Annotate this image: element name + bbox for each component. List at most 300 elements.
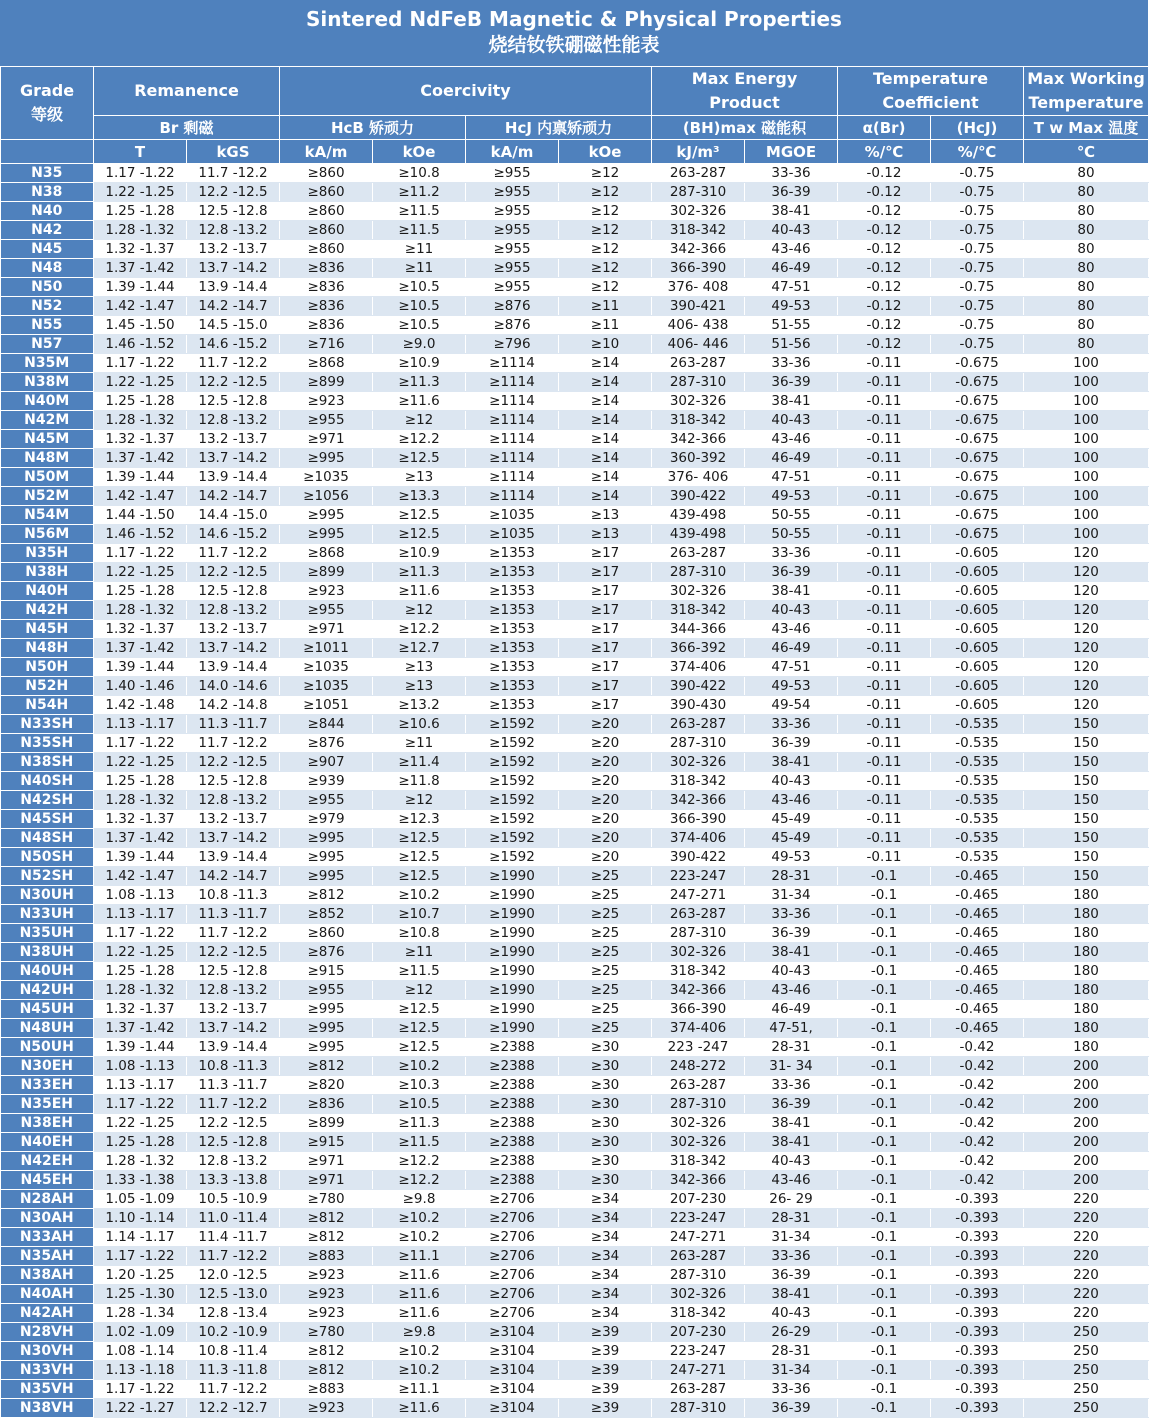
table-row (1, 867, 1149, 886)
hcj-kam-cell: ≥955 (466, 259, 559, 278)
hcj-kam-cell: ≥1114 (466, 392, 559, 411)
table-row (1, 525, 1149, 544)
table-row (1, 240, 1149, 259)
hcj-koe-cell: ≥13 (559, 525, 652, 544)
tw-max-cell: 180 (1024, 886, 1149, 905)
alpha-br-cell: -0.12 (838, 259, 931, 278)
table-row (1, 1171, 1149, 1190)
br-kgs-cell: 12.5 -12.8 (187, 202, 280, 221)
bhmax-kjm3-cell: 287-310 (652, 924, 745, 943)
grade-cell: N35VH (1, 1380, 94, 1399)
br-kgs-cell: 12.2 -12.5 (187, 753, 280, 772)
bhmax-mgoe-cell: 46-49 (745, 639, 838, 658)
grade-header-zh: 等级 (30, 105, 63, 124)
hcj-koe-cell: ≥34 (559, 1228, 652, 1247)
beta-hcj-cell: -0.535 (931, 715, 1024, 734)
tw-max-cell: 180 (1024, 924, 1149, 943)
br-kgs-cell: 12.2 -12.5 (187, 943, 280, 962)
alpha-br-cell: -0.11 (838, 411, 931, 430)
bhmax-kjm3-cell: 390-422 (652, 487, 745, 506)
hcb-kam-cell: ≥812 (280, 1342, 373, 1361)
hcb-kam-cell: ≥836 (280, 259, 373, 278)
hcb-koe-cell: ≥10.9 (373, 354, 466, 373)
tw-max-cell: 150 (1024, 715, 1149, 734)
hcb-koe-cell: ≥12.5 (373, 449, 466, 468)
tw-max-cell: 120 (1024, 639, 1149, 658)
alpha-br-cell: -0.12 (838, 183, 931, 202)
grade-cell: N45 (1, 240, 94, 259)
bhmax-kjm3-cell: 302-326 (652, 1114, 745, 1133)
unit-header: kOe (373, 140, 466, 164)
hcb-kam-cell: ≥971 (280, 1152, 373, 1171)
hcb-kam-cell: ≥1035 (280, 468, 373, 487)
tw-max-cell: 80 (1024, 240, 1149, 259)
br-kgs-cell: 13.7 -14.2 (187, 449, 280, 468)
bhmax-mgoe-cell: 43-46 (745, 430, 838, 449)
br-kgs-cell: 13.9 -14.4 (187, 848, 280, 867)
br-kgs-cell: 14.4 -15.0 (187, 506, 280, 525)
beta-hcj-cell: -0.393 (931, 1228, 1024, 1247)
table-row (1, 1152, 1149, 1171)
beta-hcj-cell: -0.465 (931, 943, 1024, 962)
br-kgs-cell: 12.8 -13.2 (187, 601, 280, 620)
tw-max-cell: 250 (1024, 1361, 1149, 1380)
bhmax-mgoe-cell: 28-31 (745, 1342, 838, 1361)
bhmax-mgoe-cell: 47-51 (745, 658, 838, 677)
br-tesla-cell: 1.42 -1.47 (94, 487, 187, 506)
hcb-kam-cell: ≥939 (280, 772, 373, 791)
hcb-kam-cell: ≥995 (280, 449, 373, 468)
hcj-koe-cell: ≥17 (559, 620, 652, 639)
grade-cell: N40 (1, 202, 94, 221)
tw-max-cell: 180 (1024, 962, 1149, 981)
hcb-koe-cell: ≥12.5 (373, 1038, 466, 1057)
bhmax-mgoe-cell: 38-41 (745, 753, 838, 772)
unit-header: kGS (187, 140, 280, 164)
alpha-br-cell: -0.1 (838, 867, 931, 886)
grade-cell: N48UH (1, 1019, 94, 1038)
hcb-koe-cell: ≥13 (373, 658, 466, 677)
br-kgs-cell: 12.5 -12.8 (187, 962, 280, 981)
table-row (1, 658, 1149, 677)
max-energy-header (652, 67, 838, 116)
bhmax-mgoe-cell: 51-56 (745, 335, 838, 354)
hcb-kam-cell: ≥995 (280, 506, 373, 525)
br-tesla-cell: 1.32 -1.37 (94, 1000, 187, 1019)
br-tesla-cell: 1.17 -1.22 (94, 354, 187, 373)
grade-cell: N40M (1, 392, 94, 411)
grade-cell: N56M (1, 525, 94, 544)
hcj-koe-cell: ≥39 (559, 1342, 652, 1361)
br-tesla-cell: 1.37 -1.42 (94, 1019, 187, 1038)
br-kgs-cell: 12.5 -12.8 (187, 392, 280, 411)
hcj-koe-cell: ≥20 (559, 734, 652, 753)
hcj-kam-cell: ≥3104 (466, 1342, 559, 1361)
bhmax-kjm3-cell: 366-392 (652, 639, 745, 658)
hcj-koe-cell: ≥17 (559, 544, 652, 563)
br-kgs-cell: 12.2 -12.5 (187, 183, 280, 202)
beta-hcj-cell: -0.393 (931, 1209, 1024, 1228)
br-tesla-cell: 1.25 -1.28 (94, 772, 187, 791)
hcj-kam-cell: ≥1114 (466, 468, 559, 487)
hcb-koe-cell: ≥12.3 (373, 810, 466, 829)
hcb-kam-cell: ≥1056 (280, 487, 373, 506)
alpha-br-cell: -0.1 (838, 924, 931, 943)
beta-hcj-cell: -0.75 (931, 278, 1024, 297)
alpha-br-cell: -0.11 (838, 354, 931, 373)
bhmax-mgoe-cell: 49-53 (745, 297, 838, 316)
br-kgs-cell: 11.7 -12.2 (187, 924, 280, 943)
hcb-koe-cell: ≥11 (373, 734, 466, 753)
tw-max-cell: 250 (1024, 1342, 1149, 1361)
page-title-block (0, 0, 1150, 66)
hcj-koe-cell: ≥34 (559, 1266, 652, 1285)
hcj-koe-cell: ≥17 (559, 639, 652, 658)
hcb-koe-cell: ≥11 (373, 240, 466, 259)
hcj-kam-cell: ≥955 (466, 221, 559, 240)
bhmax-kjm3-cell: 342-366 (652, 430, 745, 449)
bhmax-mgoe-cell: 33-36 (745, 164, 838, 183)
beta-hcj-cell: -0.675 (931, 468, 1024, 487)
br-tesla-cell: 1.17 -1.22 (94, 1247, 187, 1266)
bhmax-kjm3-cell: 287-310 (652, 1095, 745, 1114)
alpha-br-cell: -0.11 (838, 506, 931, 525)
alpha-br-cell: -0.12 (838, 221, 931, 240)
hcb-kam-cell: ≥955 (280, 791, 373, 810)
hcb-koe-cell: ≥10.2 (373, 1209, 466, 1228)
bhmax-kjm3-cell: 263-287 (652, 1380, 745, 1399)
br-kgs-cell: 14.2 -14.7 (187, 487, 280, 506)
grade-cell: N57 (1, 335, 94, 354)
alpha-br-header: α(Br) (838, 116, 931, 140)
grade-cell: N50M (1, 468, 94, 487)
tw-max-cell: 120 (1024, 544, 1149, 563)
hcj-koe-cell: ≥14 (559, 392, 652, 411)
tw-max-cell: 180 (1024, 905, 1149, 924)
max-working-temp-header-line2: Temperature (1028, 93, 1144, 112)
hcb-koe-cell: ≥11.6 (373, 1266, 466, 1285)
alpha-br-cell: -0.1 (838, 1057, 931, 1076)
hcj-kam-cell: ≥1114 (466, 449, 559, 468)
alpha-br-cell: -0.11 (838, 449, 931, 468)
tw-max-cell: 120 (1024, 677, 1149, 696)
tw-max-cell: 80 (1024, 316, 1149, 335)
grade-cell: N45EH (1, 1171, 94, 1190)
grade-cell: N38M (1, 373, 94, 392)
grade-cell: N50H (1, 658, 94, 677)
table-row (1, 1057, 1149, 1076)
alpha-br-cell: -0.11 (838, 734, 931, 753)
beta-hcj-cell: -0.535 (931, 810, 1024, 829)
br-kgs-cell: 12.2 -12.5 (187, 373, 280, 392)
beta-hcj-cell: -0.75 (931, 164, 1024, 183)
hcj-kam-cell: ≥1353 (466, 658, 559, 677)
grade-cell: N50SH (1, 848, 94, 867)
br-kgs-cell: 12.2 -12.7 (187, 1399, 280, 1418)
br-tesla-cell: 1.17 -1.22 (94, 164, 187, 183)
hcb-kam-cell: ≥860 (280, 183, 373, 202)
grade-cell: N42H (1, 601, 94, 620)
hcb-koe-cell: ≥11.6 (373, 1304, 466, 1323)
temp-coefficient-header-line1: Temperature (872, 69, 989, 88)
hcb-koe-cell: ≥10.8 (373, 924, 466, 943)
br-tesla-cell: 1.32 -1.37 (94, 810, 187, 829)
hcj-kam-cell: ≥1353 (466, 696, 559, 715)
table-row (1, 1399, 1149, 1418)
hcj-kam-cell: ≥1592 (466, 772, 559, 791)
hcj-kam-cell: ≥2706 (466, 1190, 559, 1209)
hcj-kam-cell: ≥1353 (466, 639, 559, 658)
br-kgs-cell: 11.3 -11.7 (187, 715, 280, 734)
alpha-br-cell: -0.1 (838, 1095, 931, 1114)
beta-hcj-cell: -0.605 (931, 582, 1024, 601)
bhmax-mgoe-cell: 36-39 (745, 1095, 838, 1114)
grade-cell: N48SH (1, 829, 94, 848)
br-tesla-cell: 1.32 -1.37 (94, 430, 187, 449)
grade-cell: N42EH (1, 1152, 94, 1171)
grade-cell: N33SH (1, 715, 94, 734)
table-row (1, 715, 1149, 734)
hcj-kam-cell: ≥1990 (466, 924, 559, 943)
hcb-kam-cell: ≥899 (280, 373, 373, 392)
bhmax-kjm3-cell: 439-498 (652, 506, 745, 525)
hcb-kam-cell: ≥915 (280, 962, 373, 981)
tw-max-cell: 120 (1024, 658, 1149, 677)
br-tesla-cell: 1.28 -1.32 (94, 601, 187, 620)
alpha-br-cell: -0.11 (838, 848, 931, 867)
br-kgs-cell: 13.9 -14.4 (187, 278, 280, 297)
bhmax-kjm3-cell: 318-342 (652, 1152, 745, 1171)
br-tesla-cell: 1.17 -1.22 (94, 1095, 187, 1114)
hcb-koe-cell: ≥12.7 (373, 639, 466, 658)
beta-hcj-cell: -0.465 (931, 867, 1024, 886)
grade-cell: N35 (1, 164, 94, 183)
bhmax-mgoe-cell: 38-41 (745, 202, 838, 221)
hcj-koe-cell: ≥17 (559, 696, 652, 715)
hcj-header: HcJ 内禀矫顽力 (466, 116, 652, 140)
bhmax-mgoe-cell: 50-55 (745, 525, 838, 544)
grade-cell: N35SH (1, 734, 94, 753)
beta-hcj-cell: -0.42 (931, 1171, 1024, 1190)
bhmax-kjm3-cell: 247-271 (652, 1361, 745, 1380)
hcj-koe-cell: ≥17 (559, 601, 652, 620)
br-tesla-cell: 1.40 -1.46 (94, 677, 187, 696)
hcj-koe-cell: ≥39 (559, 1323, 652, 1342)
hcj-koe-cell: ≥25 (559, 943, 652, 962)
hcj-kam-cell: ≥1353 (466, 620, 559, 639)
bhmax-mgoe-cell: 49-54 (745, 696, 838, 715)
bhmax-mgoe-cell: 43-46 (745, 620, 838, 639)
bhmax-kjm3-cell: 376- 408 (652, 278, 745, 297)
br-tesla-cell: 1.25 -1.28 (94, 1133, 187, 1152)
grade-cell: N35UH (1, 924, 94, 943)
alpha-br-cell: -0.11 (838, 829, 931, 848)
br-tesla-cell: 1.17 -1.22 (94, 734, 187, 753)
hcb-koe-cell: ≥12.5 (373, 1000, 466, 1019)
br-kgs-cell: 14.0 -14.6 (187, 677, 280, 696)
beta-hcj-cell: -0.535 (931, 753, 1024, 772)
hcj-koe-cell: ≥30 (559, 1095, 652, 1114)
hcb-kam-cell: ≥812 (280, 1361, 373, 1380)
tw-max-cell: 180 (1024, 943, 1149, 962)
table-row (1, 1304, 1149, 1323)
alpha-br-cell: -0.1 (838, 1247, 931, 1266)
tw-max-cell: 220 (1024, 1190, 1149, 1209)
alpha-br-cell: -0.11 (838, 620, 931, 639)
hcb-koe-cell: ≥10.2 (373, 1228, 466, 1247)
hcb-kam-cell: ≥899 (280, 563, 373, 582)
grade-cell: N40EH (1, 1133, 94, 1152)
br-kgs-cell: 14.2 -14.7 (187, 867, 280, 886)
bhmax-mgoe-cell: 26- 29 (745, 1190, 838, 1209)
hcj-koe-cell: ≥25 (559, 981, 652, 1000)
hcb-koe-cell: ≥13 (373, 677, 466, 696)
bhmax-mgoe-cell: 31- 34 (745, 1057, 838, 1076)
table-row (1, 1323, 1149, 1342)
hcj-koe-cell: ≥14 (559, 468, 652, 487)
alpha-br-cell: -0.12 (838, 316, 931, 335)
table-row (1, 962, 1149, 981)
bhmax-mgoe-cell: 36-39 (745, 924, 838, 943)
hcb-koe-cell: ≥11.3 (373, 563, 466, 582)
beta-hcj-cell: -0.75 (931, 316, 1024, 335)
hcb-kam-cell: ≥995 (280, 1000, 373, 1019)
br-tesla-cell: 1.25 -1.28 (94, 962, 187, 981)
hcj-koe-cell: ≥25 (559, 905, 652, 924)
br-tesla-cell: 1.28 -1.32 (94, 791, 187, 810)
beta-hcj-cell: -0.675 (931, 354, 1024, 373)
bhmax-header: (BH)max 磁能积 (652, 116, 838, 140)
bhmax-mgoe-cell: 31-34 (745, 886, 838, 905)
grade-cell: N38EH (1, 1114, 94, 1133)
alpha-br-cell: -0.1 (838, 981, 931, 1000)
beta-hcj-cell: -0.393 (931, 1304, 1024, 1323)
bhmax-mgoe-cell: 43-46 (745, 240, 838, 259)
hcb-koe-cell: ≥11.1 (373, 1380, 466, 1399)
br-tesla-cell: 1.22 -1.25 (94, 373, 187, 392)
beta-hcj-cell: -0.42 (931, 1038, 1024, 1057)
hcj-koe-cell: ≥12 (559, 278, 652, 297)
grade-cell: N38VH (1, 1399, 94, 1418)
table-body (1, 164, 1149, 1418)
bhmax-mgoe-cell: 46-49 (745, 1000, 838, 1019)
unit-header: T (94, 140, 187, 164)
alpha-br-cell: -0.11 (838, 582, 931, 601)
alpha-br-cell: -0.1 (838, 905, 931, 924)
bhmax-kjm3-cell: 376- 406 (652, 468, 745, 487)
hcb-kam-cell: ≥1035 (280, 677, 373, 696)
tw-max-cell: 120 (1024, 582, 1149, 601)
grade-cell: N45H (1, 620, 94, 639)
bhmax-kjm3-cell: 223-247 (652, 867, 745, 886)
hcj-koe-cell: ≥14 (559, 354, 652, 373)
hcj-koe-cell: ≥25 (559, 1000, 652, 1019)
hcb-koe-cell: ≥11.2 (373, 183, 466, 202)
tw-max-cell: 100 (1024, 468, 1149, 487)
br-kgs-cell: 12.8 -13.2 (187, 791, 280, 810)
hcj-koe-cell: ≥39 (559, 1399, 652, 1418)
hcb-kam-cell: ≥1011 (280, 639, 373, 658)
beta-hcj-cell: -0.42 (931, 1133, 1024, 1152)
hcj-kam-cell: ≥2388 (466, 1152, 559, 1171)
br-tesla-cell: 1.28 -1.32 (94, 1152, 187, 1171)
beta-hcj-cell: -0.393 (931, 1399, 1024, 1418)
grade-cell: N42AH (1, 1304, 94, 1323)
hcb-koe-cell: ≥10.2 (373, 1057, 466, 1076)
bhmax-kjm3-cell: 287-310 (652, 734, 745, 753)
bhmax-kjm3-cell: 390-421 (652, 297, 745, 316)
table-row (1, 734, 1149, 753)
alpha-br-cell: -0.1 (838, 1399, 931, 1418)
hcj-kam-cell: ≥1592 (466, 848, 559, 867)
hcj-kam-cell: ≥1990 (466, 867, 559, 886)
table-row (1, 1266, 1149, 1285)
hcj-kam-cell: ≥876 (466, 297, 559, 316)
grade-cell: N42 (1, 221, 94, 240)
alpha-br-cell: -0.1 (838, 1019, 931, 1038)
hcj-koe-cell: ≥12 (559, 202, 652, 221)
beta-hcj-cell: -0.75 (931, 240, 1024, 259)
table-row (1, 848, 1149, 867)
hcb-kam-cell: ≥907 (280, 753, 373, 772)
beta-hcj-cell: -0.75 (931, 259, 1024, 278)
br-kgs-cell: 13.2 -13.7 (187, 240, 280, 259)
tw-max-cell: 200 (1024, 1152, 1149, 1171)
hcj-koe-cell: ≥20 (559, 791, 652, 810)
tw-max-cell: 80 (1024, 221, 1149, 240)
bhmax-mgoe-cell: 38-41 (745, 392, 838, 411)
bhmax-mgoe-cell: 38-41 (745, 1133, 838, 1152)
bhmax-kjm3-cell: 374-406 (652, 1019, 745, 1038)
grade-cell: N45M (1, 430, 94, 449)
grade-cell: N52H (1, 677, 94, 696)
bhmax-kjm3-cell: 342-366 (652, 240, 745, 259)
hcb-koe-cell: ≥10.9 (373, 544, 466, 563)
hcb-koe-cell: ≥11.6 (373, 1285, 466, 1304)
bhmax-mgoe-cell: 31-34 (745, 1228, 838, 1247)
hcb-koe-cell: ≥11.3 (373, 373, 466, 392)
br-kgs-cell: 12.5 -12.8 (187, 1133, 280, 1152)
hcj-kam-cell: ≥1353 (466, 601, 559, 620)
grade-cell: N33EH (1, 1076, 94, 1095)
tw-max-cell: 150 (1024, 848, 1149, 867)
bhmax-mgoe-cell: 51-55 (745, 316, 838, 335)
hcj-kam-cell: ≥2388 (466, 1057, 559, 1076)
beta-hcj-cell: -0.42 (931, 1076, 1024, 1095)
tw-max-cell: 250 (1024, 1399, 1149, 1418)
hcb-kam-cell: ≥820 (280, 1076, 373, 1095)
hcb-kam-cell: ≥812 (280, 1209, 373, 1228)
beta-hcj-cell: -0.75 (931, 183, 1024, 202)
br-kgs-cell: 13.7 -14.2 (187, 259, 280, 278)
tw-max-cell: 150 (1024, 734, 1149, 753)
bhmax-mgoe-cell: 36-39 (745, 1266, 838, 1285)
hcj-kam-cell: ≥955 (466, 164, 559, 183)
hcb-kam-cell: ≥971 (280, 620, 373, 639)
bhmax-kjm3-cell: 263-287 (652, 544, 745, 563)
beta-hcj-cell: -0.675 (931, 506, 1024, 525)
br-tesla-cell: 1.20 -1.25 (94, 1266, 187, 1285)
bhmax-mgoe-cell: 36-39 (745, 734, 838, 753)
br-kgs-cell: 11.7 -12.2 (187, 1095, 280, 1114)
br-kgs-cell: 11.7 -12.2 (187, 1380, 280, 1399)
table-row (1, 1285, 1149, 1304)
grade-header-en: Grade (19, 81, 75, 100)
table-row (1, 601, 1149, 620)
tw-max-cell: 120 (1024, 620, 1149, 639)
bhmax-kjm3-cell: 287-310 (652, 183, 745, 202)
hcj-kam-cell: ≥2388 (466, 1133, 559, 1152)
